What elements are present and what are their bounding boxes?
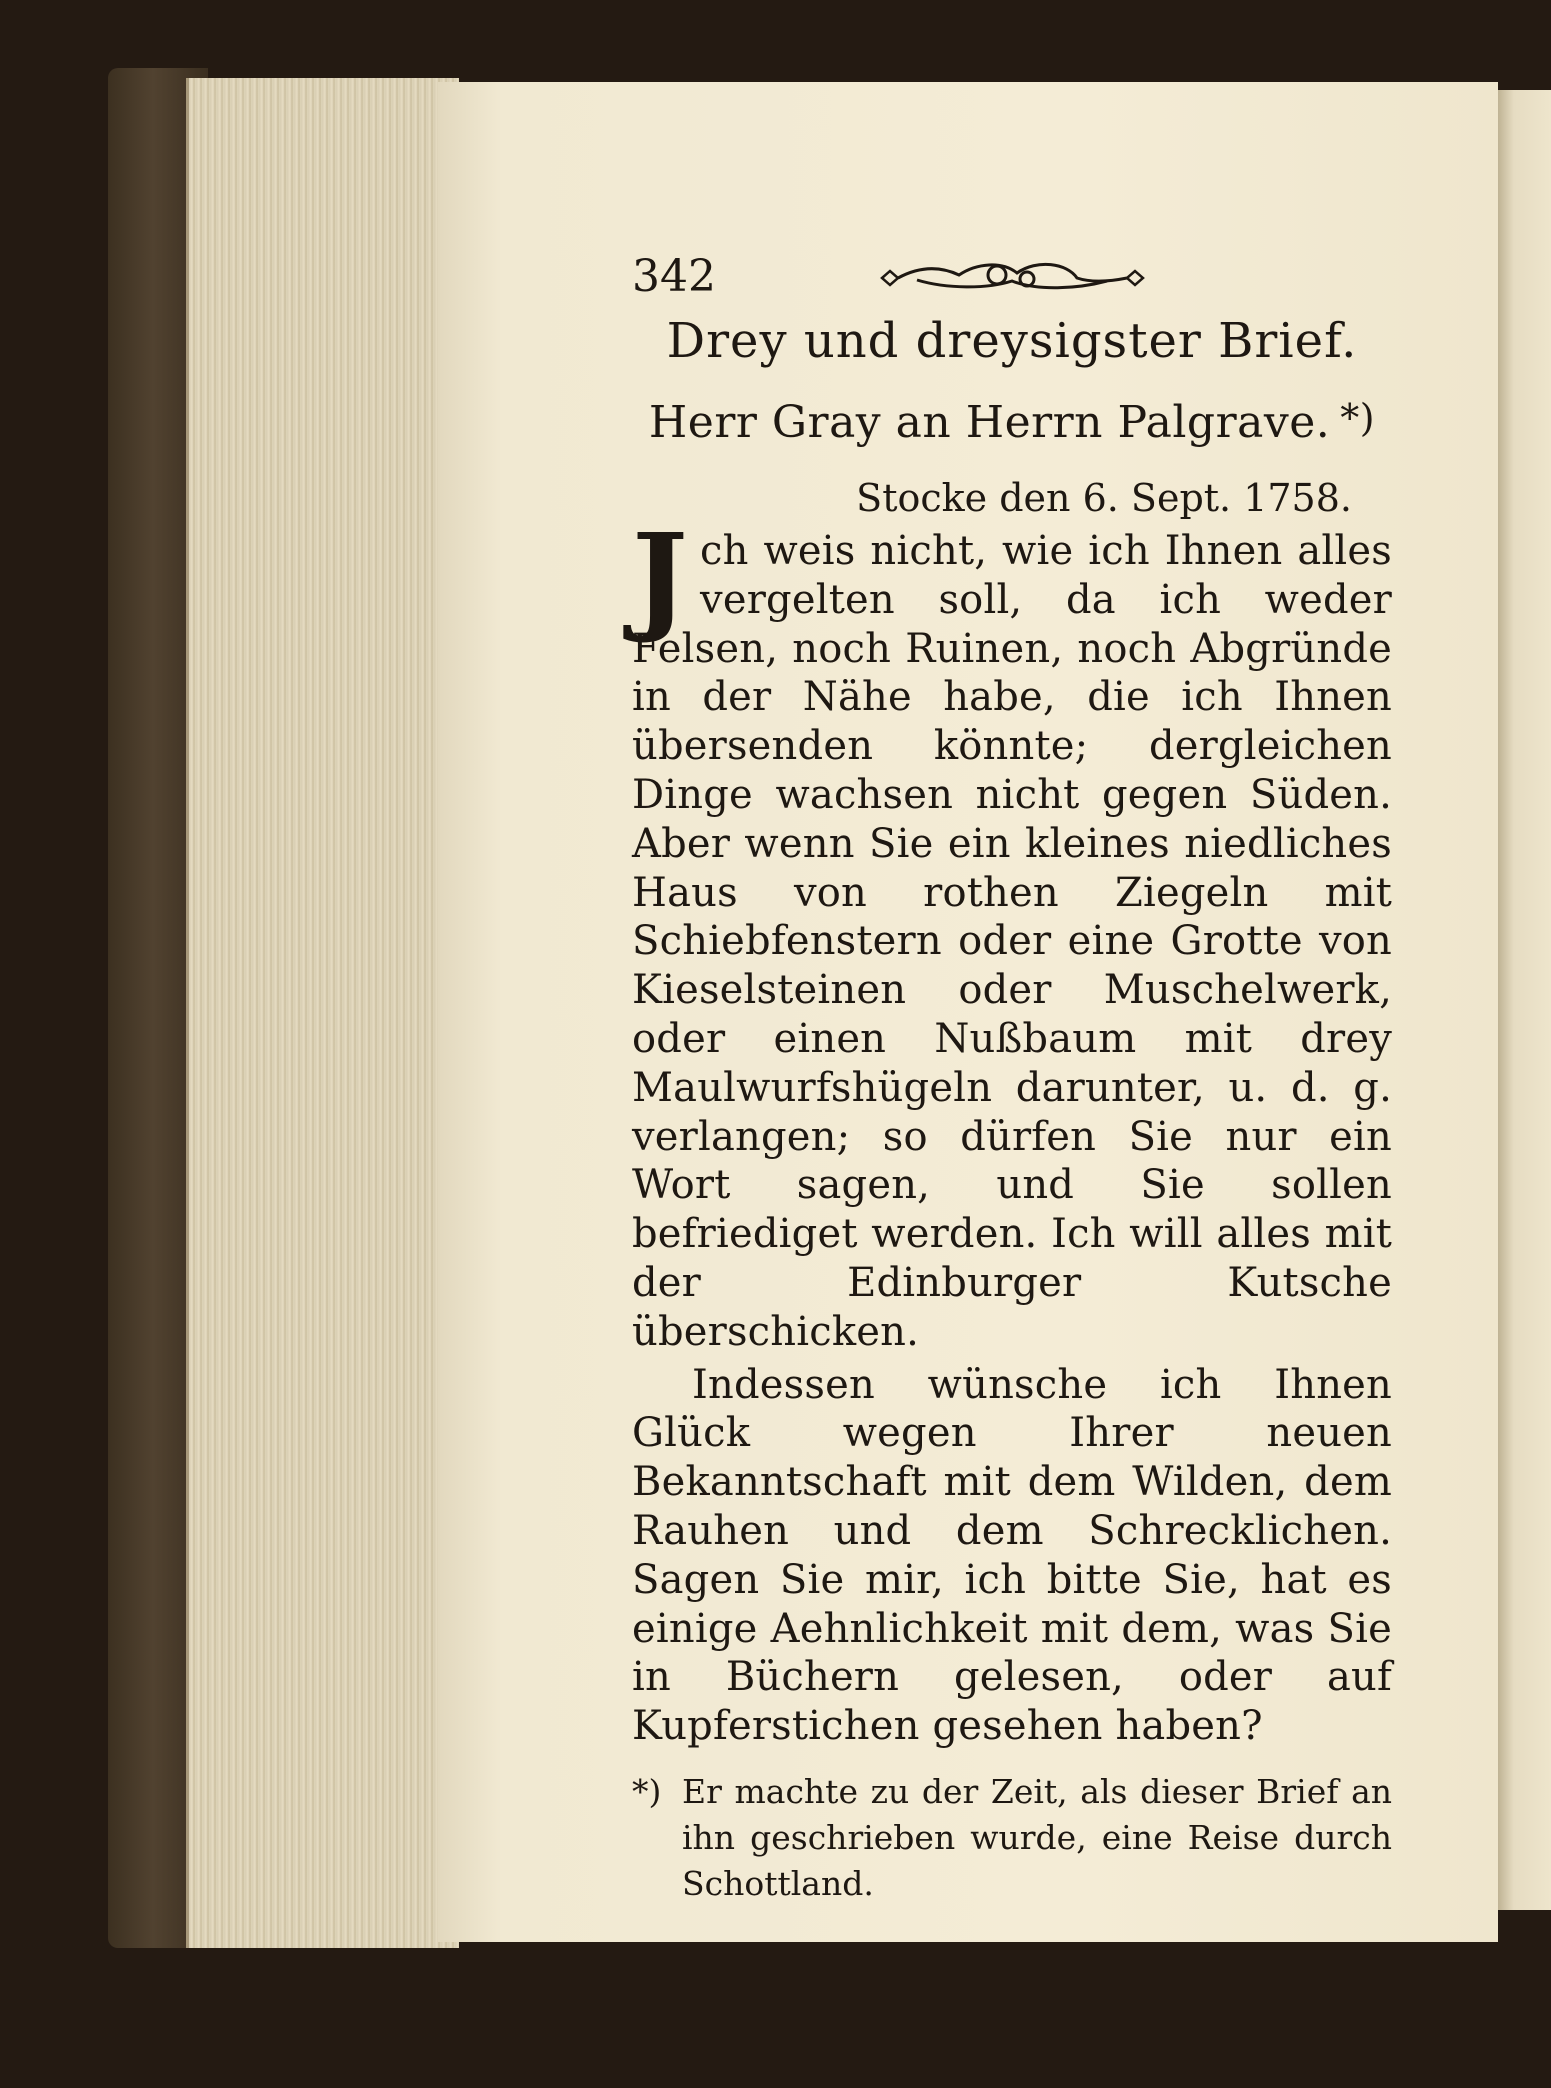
paragraph-1 [632, 507, 1392, 1357]
footnote-reference: *) [1340, 396, 1376, 440]
page-number: 342 [632, 251, 716, 302]
ornament-icon [877, 253, 1147, 303]
facing-page-edge [1498, 90, 1551, 1910]
page-text [632, 235, 1392, 1907]
drop-cap: J [632, 507, 689, 646]
letter-subtitle [632, 396, 1392, 448]
page-edges [186, 78, 459, 1948]
page-header [632, 235, 1392, 315]
letter-subtitle-text: Herr Gray an Herrn Palgrave. [648, 397, 1331, 448]
footnote-mark: *) [632, 1771, 662, 1811]
paragraph-1-text: ch weis nicht, wie ich Ihnen alles vergelten soll, da ich weder Felsen, noch Ruinen, noch Abgründe in der Nähe habe, die ich Ihnen übersenden könnte; dergleichen Dinge wachsen nicht gegen Süden. Aber wenn Sie ein kleines niedliches Haus von rothen Ziegeln mit Schiebfenstern oder eine Grotte von Kieselsteinen oder Muschelwerk, oder einen Nußbaum mit drey Maulwurfshügeln darunter, u. d. g. verlangen; so dürfen Sie nur ein Wort sagen, und Sie sollen befriediget werden. Ich will alles mit der Edinburger Kutsche überschicken. [632, 528, 1392, 1355]
footnote [632, 1769, 1392, 1907]
dateline: Stocke den 6. Sept. 1758. [856, 476, 1352, 520]
letter-title: Drey und dreysigster Brief. [666, 313, 1358, 369]
footnote-text: Er machte zu der Zeit, als dieser Brief an ihn geschrieben wurde, eine Reise durch Schottland. [682, 1771, 1392, 1903]
paragraph-2: Indessen wünsche ich Ihnen Glück wegen Ihrer neuen Bekanntschaft mit dem Wilden, dem Rauhen und dem Schrecklichen. Sagen Sie mir, ich bitte Sie, hat es einige Aehnlichkeit mit dem, was Sie in Büchern gelesen, oder auf Kupferstichen gesehen haben? [632, 1361, 1392, 1750]
